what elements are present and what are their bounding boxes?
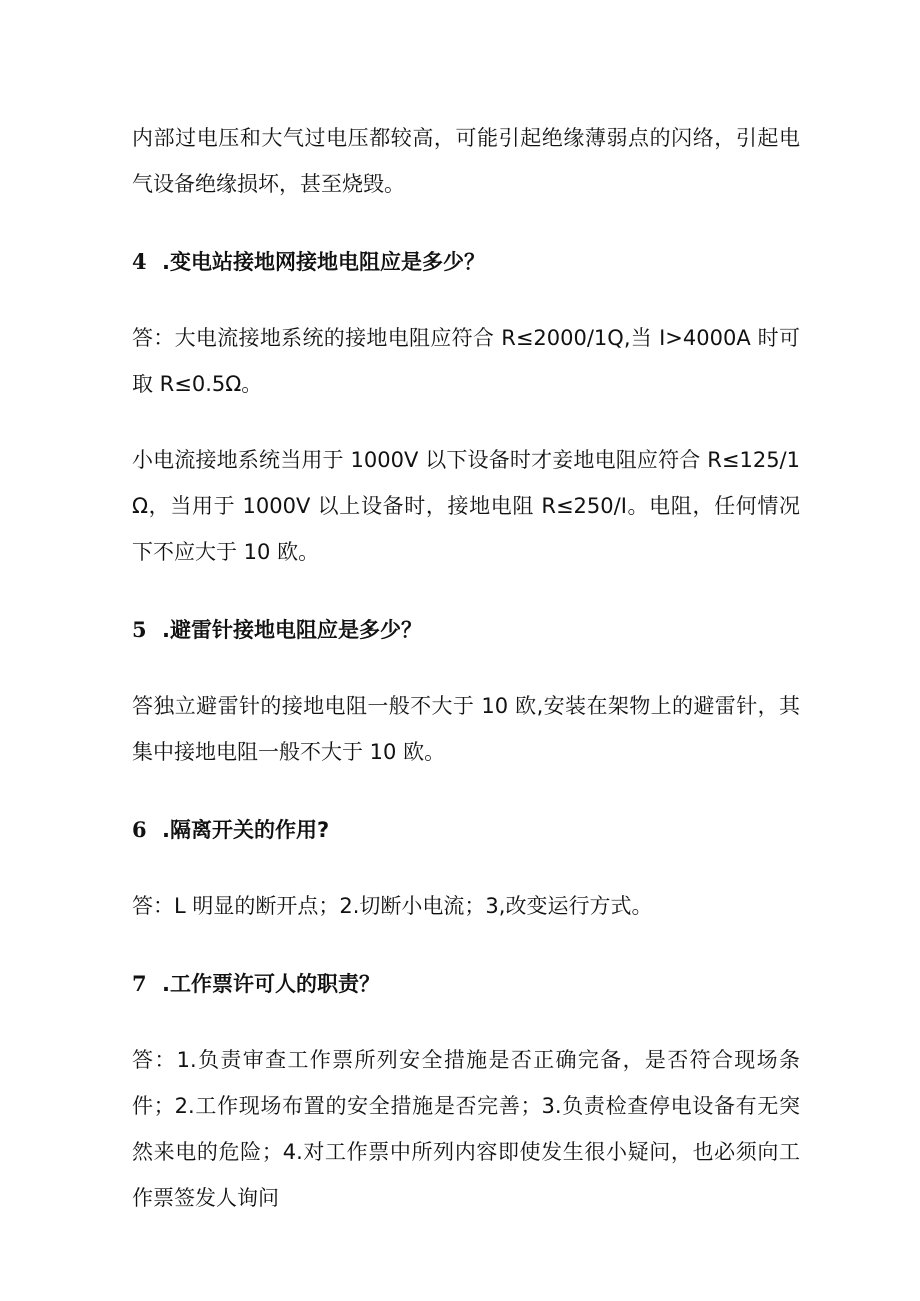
section-heading — [132, 961, 800, 1007]
section-6 — [132, 807, 800, 929]
section-title: .隔离开关的作用? — [162, 818, 330, 842]
answer-paragraph: 小电流接地系统当用于 1000V 以下设备时才妾地电阻应符合 R≤125/1Ω，当用于 1000V 以上设备时，接地电阻 R≤250/I。电阻，任何情况下不应大于 10 欧。 — [132, 448, 800, 564]
section-title: .避雷针接地电阻应是多少？ — [162, 618, 422, 642]
section-title: .工作票许可人的职责？ — [162, 972, 380, 996]
intro-paragraph: 内部过电压和大气过电压都较高，可能引起绝缘薄弱点的闪络，引起电气设备绝缘损坏，甚至烧毁。 — [132, 126, 800, 196]
section-number: 6 — [132, 817, 147, 842]
section-number: 5 — [132, 617, 147, 642]
section-heading — [132, 807, 800, 853]
answer-paragraph: 答：1.负责审查工作票所列安全措施是否正确完备，是否符合现场条件；2.工作现场布置的安全措施是否完善；3.负责检查停电设备有无突然来电的危险；4.对工作票中所列内容即使发生很小疑问，也必须向工作票签发人询问 — [132, 1048, 800, 1210]
section-number: 4 — [132, 249, 147, 274]
answer-paragraph: 答：L 明显的断开点；2.切断小电流；3,改变运行方式。 — [132, 894, 653, 918]
section-heading — [132, 239, 800, 285]
section-title: .变电站接地网接地电阻应是多少？ — [162, 250, 485, 274]
section-number: 7 — [132, 971, 147, 996]
answer-paragraph: 答独立避雷针的接地电阻一般不大于 10 欧,安装在架物上的避雷针，其集中接地电阻一般不大于 10 欧。 — [132, 694, 800, 764]
section-5 — [132, 607, 800, 775]
section-4 — [132, 239, 800, 575]
section-heading — [132, 607, 800, 653]
answer-paragraph: 答：大电流接地系统的接地电阻应符合 R≤2000/1Q,当 I>4000A 时可取 R≤0.5Ω。 — [132, 326, 800, 396]
document-body — [132, 115, 800, 1221]
section-7 — [132, 961, 800, 1221]
